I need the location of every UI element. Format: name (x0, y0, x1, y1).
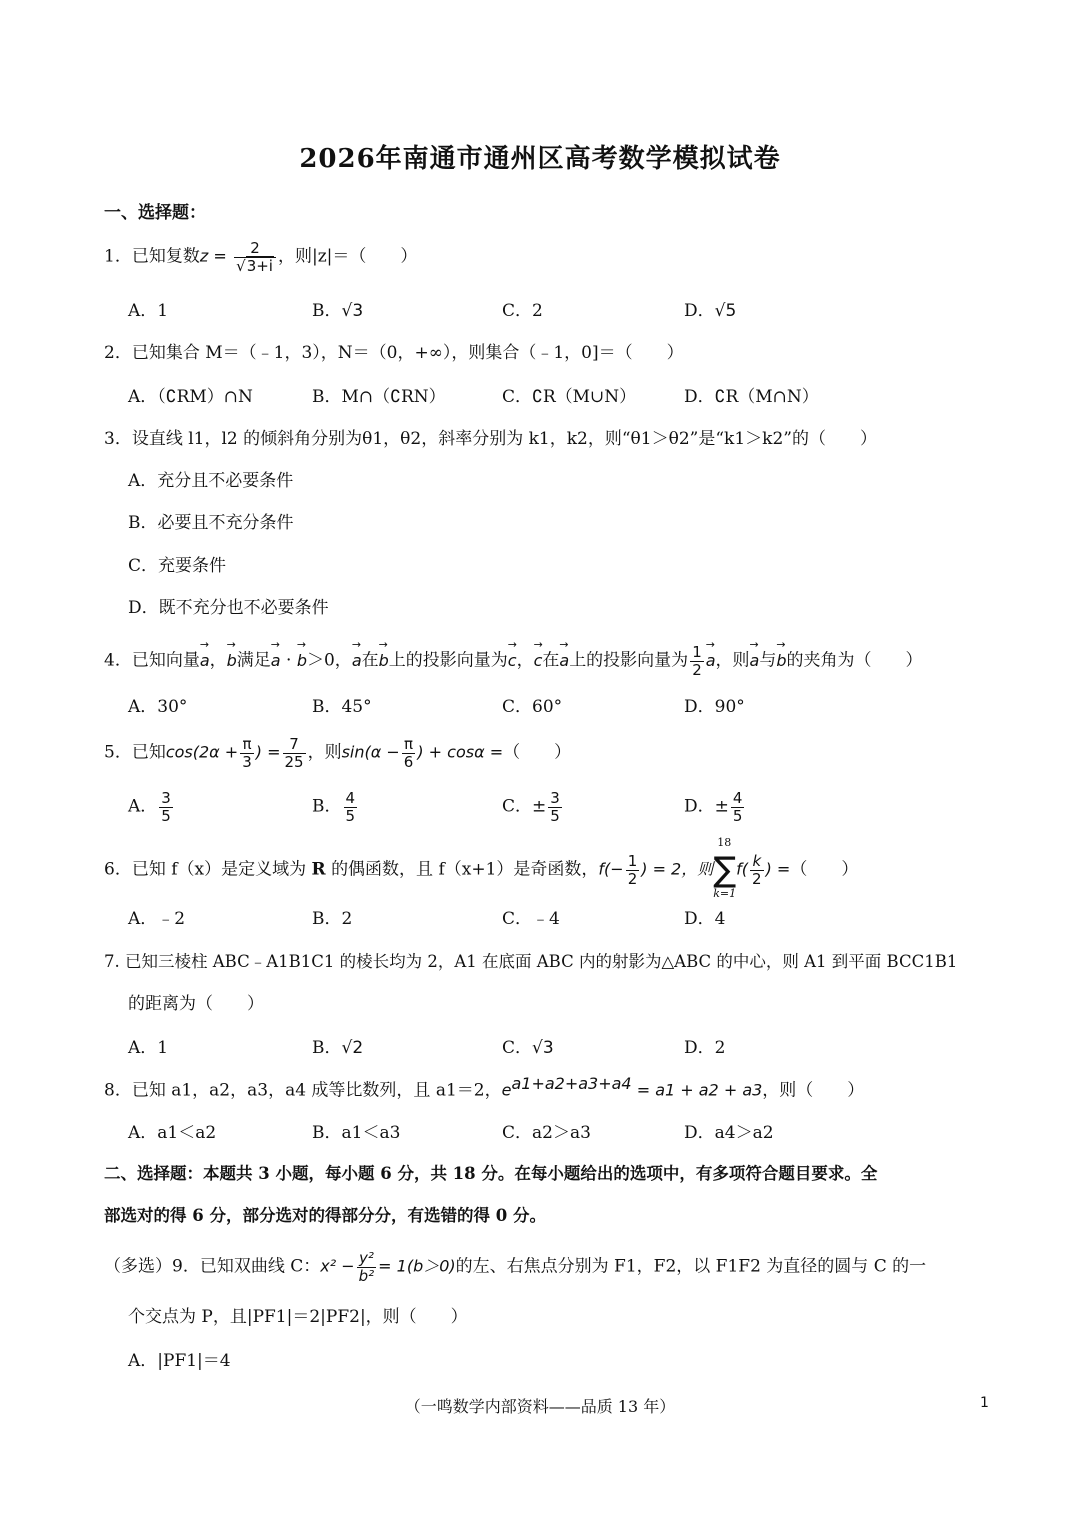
q7-option-b: B．√2 (312, 1038, 364, 1058)
q1-option-c: C．2 (502, 301, 543, 321)
question-9: （多选）9．已知双曲线 C：x² − $\frac{\text{y²}}{\text{b²}}$ = 1(b＞0)的左、右焦点分别为 F1，F2，以 F1F2 为直径的圆与 C 的一 (104, 1249, 927, 1285)
q1-option-a: A．1 (128, 301, 169, 321)
q9-option-a: A．|PF1|＝4 (128, 1351, 231, 1371)
question-8: 8．已知 a1，a2，a3，a4 成等比数列，且 a1＝2，$e^{a1+a2+a3+a4} = a1 + a2 + a3$，则（ ） (104, 1074, 865, 1101)
q7-option-a: A．1 (128, 1038, 169, 1058)
q5-option-d: D．± $\frac{4}{5}$ (684, 789, 743, 825)
q5-option-b: B． $\frac{4}{5}$ (312, 789, 356, 825)
q7-option-c: C．√3 (502, 1038, 554, 1058)
question-9-line2: 个交点为 P，且|PF1|＝2|PF2|，则（ ） (128, 1307, 468, 1327)
q2-option-d: D．∁R（M∩N） (684, 387, 819, 407)
q1-option-b: B．√3 (312, 301, 364, 321)
q8-option-c: C．a2＞a3 (502, 1123, 591, 1143)
section-heading-2-line1: 二、选择题：本题共 3 小题，每小题 6 分，共 18 分。在每小题给出的选项中，有多项符合题目要求。全 (104, 1164, 878, 1183)
q8-option-b: B．a1＜a3 (312, 1123, 401, 1143)
question-6: 6．已知 f（x）是定义域为 R 的偶函数，且 f（x+1）是奇函数，f(− $\frac{1}{2}$ ) = 2，则∑ 18 k=1 f( $\frac{k}{2}$ ) =（ ） (104, 836, 859, 900)
q2-option-b: B．M∩（∁RN） (312, 387, 446, 407)
question-3: 3．设直线 l1，l2 的倾斜角分别为θ1，θ2，斜率分别为 k1，k2，则“θ1＞θ2”是“k1＞k2”的（ ） (104, 429, 877, 449)
q5-option-a: A． $\frac{3}{5}$ (128, 789, 171, 825)
q3-option-c: C．充要条件 (128, 556, 227, 576)
q2-option-a: A．（∁RM）∩N (128, 387, 253, 407)
q8-option-a: A．a1＜a2 (128, 1123, 217, 1143)
q4-option-d: D．90° (684, 697, 745, 717)
q4-option-c: C．60° (502, 697, 563, 717)
q6-option-b: B．2 (312, 909, 353, 929)
q1-option-d: D．√5 (684, 301, 737, 321)
q4-option-b: B．45° (312, 697, 372, 717)
q3-option-d: D．既不充分也不必要条件 (128, 598, 329, 618)
page-title: 2026年南通市通州区高考数学模拟试卷 (299, 144, 781, 174)
page-footer: （一鸣数学内部资料——品质 13 年） (404, 1397, 676, 1416)
q5-option-c: C．± $\frac{3}{5}$ (502, 789, 560, 825)
page-number: 1 (980, 1395, 989, 1411)
q8-option-d: D．a4＞a2 (684, 1123, 774, 1143)
question-2: 2．已知集合 M＝（﹣1，3），N＝（0，+∞），则集合（﹣1，0]＝（ ） (104, 343, 684, 363)
question-7-line1: 7. 已知三棱柱 ABC﹣A1B1C1 的棱长均为 2，A1 在底面 ABC 内的射影为△ABC 的中心，则 A1 到平面 BCC1B1 (104, 952, 958, 971)
q6-option-a: A．﹣2 (128, 909, 186, 929)
q6-option-c: C．﹣4 (502, 909, 560, 929)
q7-option-d: D．2 (684, 1038, 726, 1058)
section-heading-2-line2: 部选对的得 6 分，部分选对的得部分分，有选错的得 0 分。 (104, 1206, 546, 1225)
q4-option-a: A．30° (128, 697, 188, 717)
q3-option-a: A．充分且不必要条件 (128, 471, 294, 491)
question-1: 1．已知复数z = $\frac{2}{√3+i}$ ，则|z|＝（ ） (104, 239, 418, 275)
question-5: 5．已知cos(2α + $\frac{\pi}{3}$ ) = $\frac{7}{25}$ ，则sin(α − $\frac{\pi}{6}$ ) + cosα =（ ） (104, 735, 572, 771)
section-heading-1: 一、选择题： (104, 203, 206, 223)
q3-option-b: B．必要且不充分条件 (128, 513, 294, 533)
q6-option-d: D．4 (684, 909, 726, 929)
question-7-line2: 的距离为（ ） (128, 994, 264, 1014)
fraction: $\frac{2}{√3+i}$ (234, 240, 276, 274)
q2-option-c: C．∁R（M∪N） (502, 387, 637, 407)
question-4: 4．已知向量→ a，→ b满足→ a · → b＞0，→ a在→ b上的投影向量为→ c，→ c在→ a上的投影向量为 $\frac{1}{2}$ → a，则→ a与→ b的夹角为（ ） (104, 644, 923, 678)
